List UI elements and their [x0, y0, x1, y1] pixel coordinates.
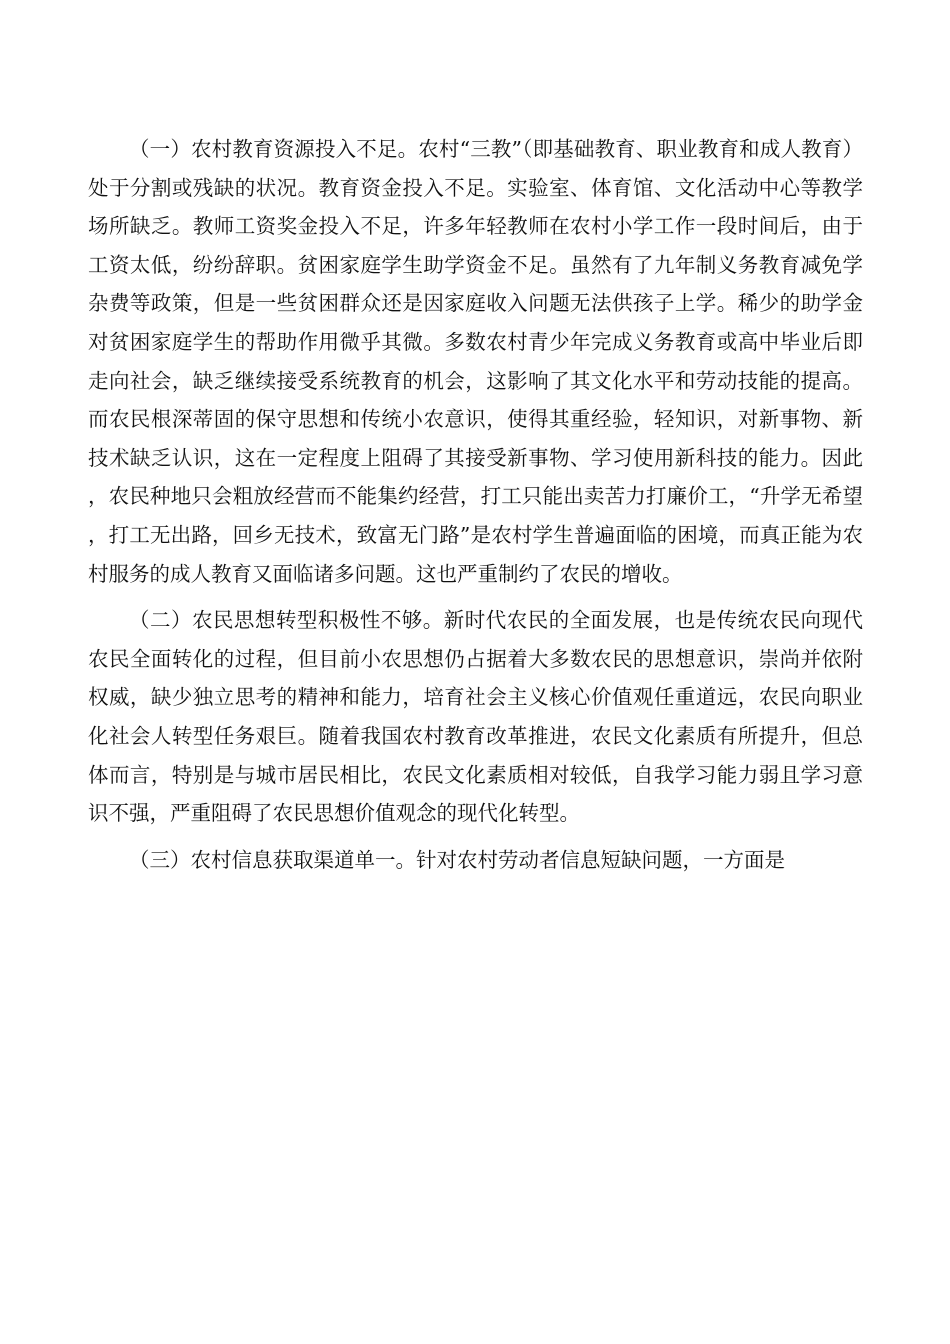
paragraph-rural-education-resources: （一）农村教育资源投入不足。农村“三教”（即基础教育、职业教育和成人教育）处于分割或残缺的状况。教育资金投入不足。实验室、体育馆、文化活动中心等教学场所缺乏。教师工资奖金投入不足，许多年轻教师在农村小学工作一段时间后，由于工资太低，纷纷辞职。贫困家庭学生助学资金不足。虽然有了九年制义务教育减免学杂费等政策，但是一些贫困群众还是因家庭收入问题无法供孩子上学。稀少的助学金对贫困家庭学生的帮助作用微乎其微。多数农村青少年完成义务教育或高中毕业后即走向社会，缺乏继续接受系统教育的机会，这影响了其文化水平和劳动技能的提高。而农民根深蒂固的保守思想和传统小农意识，使得其重经验，轻知识，对新事物、新技术缺乏认识，这在一定程度上阻碍了其接受新事物、学习使用新科技的能力。因此，农民种地只会粗放经营而不能集约经营，打工只能出卖苦力打廉价工，“升学无希望，打工无出路，回乡无技术，致富无门路”是农村学生普遍面临的困境，而真正能为农村服务的成人教育又面临诸多问题。这也严重制约了农民的增收。 — [88, 137, 863, 586]
document-page — [88, 130, 863, 887]
paragraph-farmer-thought-transformation: （二）农民思想转型积极性不够。新时代农民的全面发展，也是传统农民向现代农民全面转化的过程，但目前小农思想仍占据着大多数农民的思想意识，崇尚并依附权威，缺少独立思考的精神和能力，培育社会主义核心价值观任重道远，农民向职业化社会人转型任务艰巨。随着我国农村教育改革推进，农民文化素质有所提升，但总体而言，特别是与城市居民相比，农民文化素质相对较低，自我学习能力弱且学习意识不强，严重阻碍了农民思想价值观念的现代化转型。 — [88, 608, 863, 826]
paragraph-rural-information-channels: （三）农村信息获取渠道单一。针对农村劳动者信息短缺问题，一方面是 — [129, 847, 785, 872]
